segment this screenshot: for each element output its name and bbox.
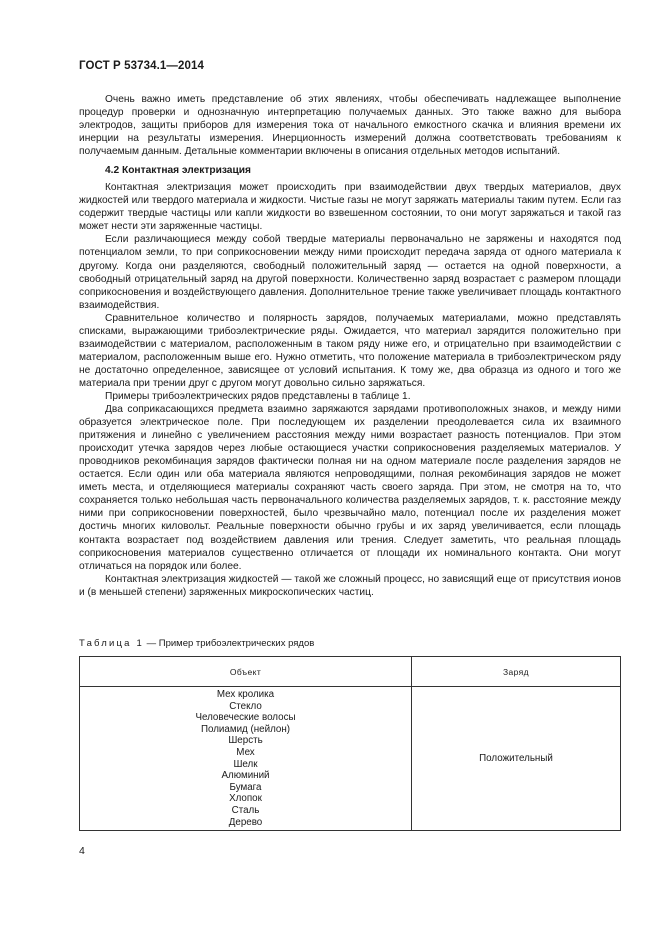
material-item: Дерево (228, 816, 263, 828)
paragraph-6: Контактная электризация жидкостей — такой же сложный процесс, но зависящий еще от присутствия ионов и (в меньшей степени) заряженных микроскопических частиц. (79, 573, 621, 598)
page-number: 4 (79, 845, 85, 857)
paragraph-2: Если различающиеся между собой твердые материалы первоначально не заряжены и находятся под потенциалом земли, то при соприкосновении между ними происходит передача заряда от одного материала к другому. Когда они разделяются, свободный положительный заряд — остается на одной поверхности, а свободный отрицательный заряд на другой поверхности. Количественно заряд возрастает с размером площади соприкосновения и воздействующего давления. Дополнительное трение также увеличивает площадь контактного взаимодействия. (79, 234, 621, 311)
table-row (80, 687, 621, 831)
material-item: Алюминий (221, 770, 270, 782)
paragraph-1: Контактная электризация может происходить при взаимодействии двух твердых материалов, двух жидкостей или твердого материала и жидкости. Чистые газы не могут заряжать материалы таким путем. Если газ содержит твердые частицы или капли жидкости во взвешенном состоянии, то они могут заряжаться и такой газ может нести эти заряженные частицы. (79, 182, 621, 233)
column-header-object: Объект (80, 657, 412, 687)
table-caption-text: — Пример трибоэлектрических рядов (143, 638, 315, 649)
table-caption (79, 638, 314, 649)
paragraph-4: Примеры трибоэлектрических рядов представлены в таблице 1. (105, 390, 411, 402)
material-item: Хлопок (229, 793, 262, 805)
table-caption-label: Таблица 1 (79, 638, 144, 649)
document-header: ГОСТ Р 53734.1—2014 (79, 60, 204, 72)
material-item: Полиамид (нейлон) (200, 723, 291, 735)
column-header-charge: Заряд (412, 657, 621, 687)
paragraph-3: Сравнительное количество и полярность зарядов, получаемых материалами, можно представлять списками, выражающими трибоэлектрические ряды. Ожидается, что материал зарядится положительно при взаимодействии с материалом, расположенным в таком ряду ниже его, и отрицательно при взаимодействии с материалом, расположенным выше его. Нужно отметить, что положение материала в трибоэлектрическом ряду не достаточно определенное, зависящее от условий испытания. К тому же, два образца из одного и того же материала при трении друг с другом могут довольно сильно заряжаться. (79, 312, 621, 389)
material-item: Шерсть (228, 735, 263, 747)
paragraph-intro: Очень важно иметь представление об этих явлениях, чтобы обеспечивать надлежащее выполнение процедур проверки и однозначную интерпретацию получаемых данных. Это также важно для выбора электродов, защиты приборов для измерения тока от начального емкостного скачка и влияния времени их инерции на результаты измерения. Инерционность измерений должна соответствовать требованиям к получаемым данным. Детальные комментарии включены в описания отдельных методов испытаний. (79, 94, 621, 158)
materials-cell (80, 687, 412, 831)
paragraph-5: Два соприкасающихся предмета взаимно заряжаются зарядами противоположных знаков, и между ними образуется электрическое поле. При последующем их разделении преодолевается сила их взаимного притяжения и линейно с увеличением расстояния между ними возрастает разность потенциалов. При этом происходит утечка зарядов через любые остающиеся участки соприкосновения разделяемых материалов. У проводников рекомбинация зарядов фактически полная ни на одном материале после разделения зарядов не остается. Если один или оба материала являются непроводящими, полная рекомбинация зарядов не может иметь места, и отделяющиеся материалы сохраняют часть своего заряда. При этом, не смотря на то, что сохраняется только небольшая часть первоначального количества разделяемых зарядов, т. к. расстояние между ними при соприкосновении поверхностей, было чрезвычайно мало, потенциал после их разделения может достичь многих киловольт. Реальные поверхности обычно грубы и их заряд увеличивается, если площадь контакта возрастает под воздействием давления или трения. Следует заметить, что реальная площадь соприкосновения материалов существенно отличается от площади их номинального контакта. Они могут отличаться на порядок или более. (79, 404, 621, 572)
material-item: Бумага (229, 781, 262, 793)
section-heading: 4.2 Контактная электризация (105, 165, 251, 177)
material-item: Мех (236, 746, 255, 758)
body-text (79, 93, 621, 599)
triboelectric-table (79, 656, 621, 831)
charge-cell: Положительный (412, 687, 621, 831)
material-item: Мех кролика (216, 689, 275, 700)
material-item: Стекло (229, 700, 262, 712)
material-item: Сталь (231, 804, 260, 816)
table-header-row (80, 657, 621, 687)
material-item: Шелк (233, 758, 258, 770)
material-item: Человеческие волосы (195, 712, 296, 724)
